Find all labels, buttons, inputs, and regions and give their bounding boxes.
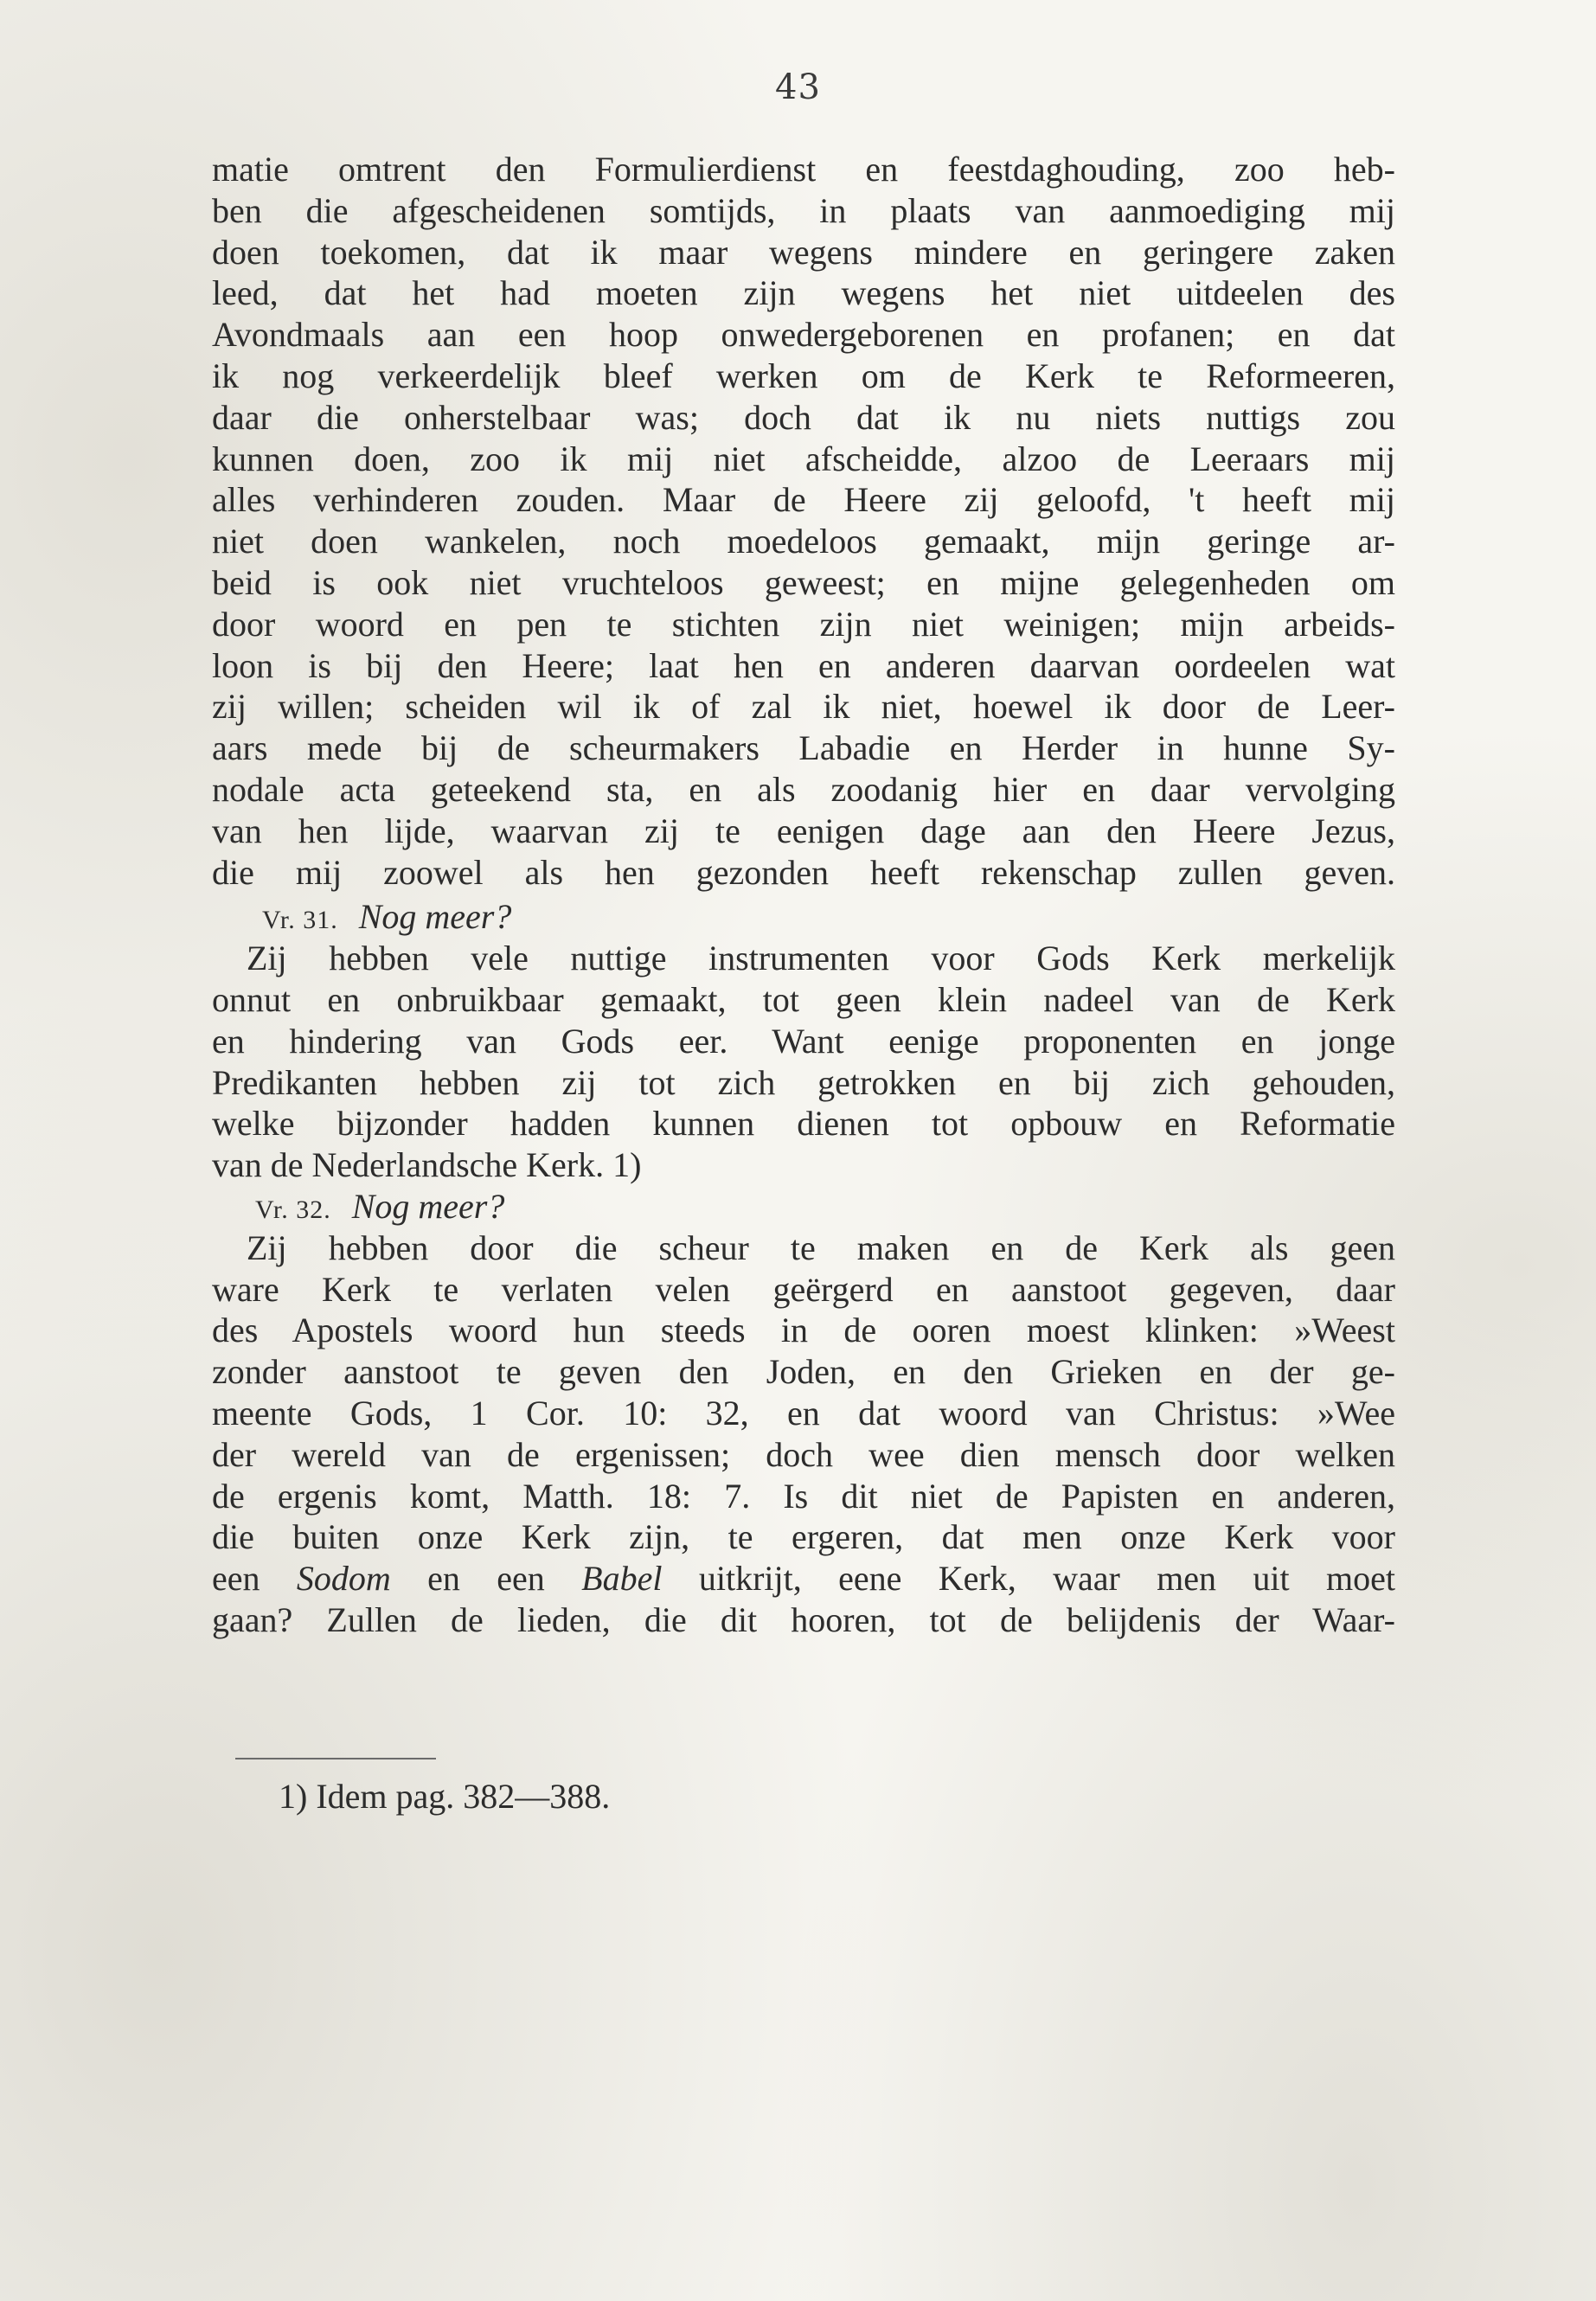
italic-word-sodom: Sodom	[296, 1559, 391, 1599]
text-line: zij willen; scheiden wil ik of zal ik niet, hoewel ik door de Leer-	[212, 687, 1395, 727]
text-line: matie omtrent den Formulierdienst en feestdaghouding, zoo heb-	[212, 150, 1395, 189]
text-line: die mij zoowel als hen gezonden heeft rekenschap zullen geven.	[212, 852, 1395, 892]
text-line: loon is bij den Heere; laat hen en anderen daarvan oordeelen wat	[212, 645, 1395, 685]
text-line: de ergenis komt, Matth. 18: 7. Is dit niet de Papisten en anderen,	[212, 1476, 1395, 1516]
text-line: Zij hebben vele nuttige instrumenten voor Gods Kerk merkelijk	[247, 939, 1395, 978]
text-line: alles verhinderen zouden. Maar de Heere zij geloofd, 't heeft mij	[212, 480, 1395, 520]
text-line: nodale acta geteekend sta, en als zoodanig hier en daar vervolging	[212, 769, 1395, 809]
question-label: Vr. 31.	[262, 906, 338, 935]
text-line: zonder aanstoot te geven den Joden, en den Grieken en der ge-	[212, 1352, 1395, 1392]
text-line: daar die onherstelbaar was; doch dat ik nu niets nuttigs zou	[212, 397, 1395, 437]
text-line: kunnen doen, zoo ik mij niet afscheidde, alzoo de Leeraars mij	[212, 439, 1395, 478]
body-text	[212, 149, 1395, 1641]
text-line: welke bijzonder hadden kunnen dienen tot opbouw en Reformatie	[212, 1104, 1395, 1144]
text-line: ware Kerk te verlaten velen geërgerd en aanstoot gegeven, daar	[212, 1269, 1395, 1309]
footnote: 1) Idem pag. 382—388.	[279, 1777, 611, 1816]
paragraph-1	[212, 149, 1395, 893]
text-fragment: uitkrijt, eene Kerk, waar men uit moet	[662, 1559, 1395, 1599]
text-fragment: en een	[390, 1559, 582, 1599]
text-line: doen toekomen, dat ik maar wegens mindere en geringere zaken	[212, 232, 1395, 272]
text-line: ben die afgescheidenen somtijds, in plaats van aanmoediging mij	[212, 190, 1395, 230]
text-line: door woord en pen te stichten zijn niet weinigen; mijn arbeids-	[212, 604, 1395, 644]
paragraph-2	[212, 938, 1395, 1186]
text-line: van de Nederlandsche Kerk. 1)	[212, 1145, 642, 1185]
text-fragment: een	[212, 1559, 297, 1599]
question-31	[212, 896, 1395, 938]
text-line: meente Gods, 1 Cor. 10: 32, en dat woord van Christus: »Wee	[212, 1393, 1395, 1433]
text-line: des Apostels woord hun steeds in de ooren moest klinken: »Weest	[212, 1311, 1395, 1350]
text-line: niet doen wankelen, noch moedeloos gemaakt, mijn geringe ar-	[212, 522, 1395, 561]
text-line: ik nog verkeerdelijk bleef werken om de Kerk te Reformeeren,	[212, 356, 1395, 395]
question-text: Nog meer?	[351, 1186, 505, 1226]
text-line: onnut en onbruikbaar gemaakt, tot geen klein nadeel van de Kerk	[212, 979, 1395, 1019]
text-line: Predikanten hebben zij tot zich getrokken en bij zich gehouden,	[212, 1062, 1395, 1102]
text-line-with-italics	[212, 1558, 1395, 1599]
paragraph-3	[212, 1227, 1395, 1641]
question-label: Vr. 32.	[255, 1195, 331, 1224]
text-line: gaan? Zullen de lieden, die dit hooren, tot de belijdenis der Waar-	[212, 1599, 1395, 1639]
page-number: 43	[775, 67, 821, 107]
text-line: beid is ook niet vruchteloos geweest; en mijne gelegenheden om	[212, 562, 1395, 602]
footnote-divider	[235, 1758, 436, 1759]
question-32	[212, 1186, 1395, 1227]
italic-word-babel: Babel	[581, 1559, 663, 1599]
text-line: der wereld van de ergenissen; doch wee dien mensch door welken	[212, 1434, 1395, 1474]
text-line: aars mede bij de scheurmakers Labadie en Herder in hunne Sy-	[212, 728, 1395, 768]
text-line: leed, dat het had moeten zijn wegens het niet uitdeelen des	[212, 273, 1395, 313]
text-line: en hindering van Gods eer. Want eenige proponenten en jonge	[212, 1021, 1395, 1061]
text-line: van hen lijde, waarvan zij te eenigen dage aan den Heere Jezus,	[212, 811, 1395, 850]
text-line: Avondmaals aan een hoop onwedergeborenen en profanen; en dat	[212, 315, 1395, 355]
text-line: Zij hebben door die scheur te maken en de Kerk als geen	[247, 1227, 1395, 1267]
question-text: Nog meer?	[358, 897, 512, 937]
text-line: die buiten onze Kerk zijn, te ergeren, dat men onze Kerk voor	[212, 1517, 1395, 1557]
